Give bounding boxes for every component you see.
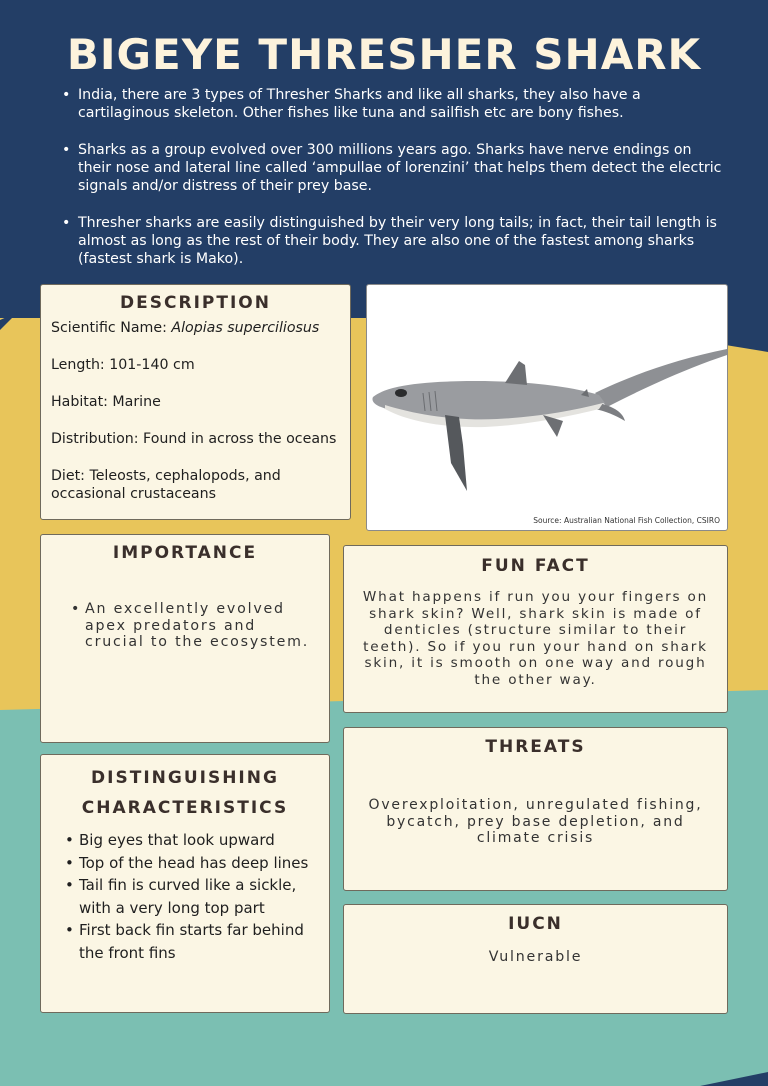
list-item: • Big eyes that look upward [65, 829, 317, 852]
shark-illustration [367, 285, 729, 532]
distinguishing-list [65, 829, 317, 964]
distribution-line: Distribution: Found in across the oceans [51, 431, 337, 447]
list-item: • An excellently evolved apex predators and crucial to the ecosystem. [71, 601, 315, 651]
page-title: BIGEYE THRESHER SHARK [66, 30, 702, 79]
distinguishing-title-line1: DISTINGUISHING [91, 768, 279, 788]
intro-item: • Thresher sharks are easily distinguished by their very long tails; in fact, their tail length is almost as long as the rest of their body. They are also one of the fastest among sharks (fastest shark is Mako). [60, 214, 728, 268]
diet-line: Diet: Teleosts, cephalopods, and occasional crustaceans [51, 468, 281, 502]
iucn-status: Vulnerable [488, 949, 583, 965]
length-line: Length: 101-140 cm [51, 357, 195, 373]
threats-card [343, 727, 728, 891]
iucn-card [343, 904, 728, 1014]
fun-fact-card [343, 545, 728, 713]
fun-fact-text: What happens if run you your fingers on shark skin? Well, shark skin is made of denticles (structure similar to their teeth). So if you run your hand on shark skin, it is smooth on one way and rough the other way. [362, 589, 709, 688]
list-item: • Tail fin is curved like a sickle, with a very long top part [65, 874, 317, 919]
intro-item: • India, there are 3 types of Thresher Sharks and like all sharks, they also have a cartilaginous skeleton. Other fishes like tuna and sailfish etc are bony fishes. [60, 86, 728, 122]
list-item: • Top of the head has deep lines [65, 852, 317, 875]
scientific-name: Alopias superciliosus [171, 320, 320, 336]
habitat-line: Habitat: Marine [51, 394, 161, 410]
importance-list [71, 601, 315, 651]
threats-text: Overexploitation, unregulated fishing, bycatch, prey base depletion, and climate crisis [368, 797, 703, 846]
description-card [40, 284, 351, 520]
distinguishing-title-line2: CHARACTERISTICS [81, 798, 289, 818]
scientific-name-line [51, 319, 340, 337]
intro-item: • Sharks as a group evolved over 300 millions years ago. Sharks have nerve endings on their nose and lateral line called ‘ampullae of lorenzini’ that helps them detect the electric signals and/or distress of their prey base. [60, 141, 728, 195]
intro-list [60, 86, 728, 287]
photo-caption: Source: Australian National Fish Collection, CSIRO [533, 516, 720, 525]
iucn-title: IUCN [508, 914, 563, 934]
description-title: DESCRIPTION [120, 293, 271, 313]
list-item: • First back fin starts far behind the front fins [65, 919, 317, 964]
importance-title: IMPORTANCE [112, 543, 258, 563]
threats-title: THREATS [485, 737, 586, 757]
shark-photo [366, 284, 728, 531]
distinguishing-card [40, 754, 330, 1013]
fun-fact-title: FUN FACT [481, 556, 590, 576]
scientific-name-label: Scientific Name: [51, 320, 172, 336]
importance-card [40, 534, 330, 743]
